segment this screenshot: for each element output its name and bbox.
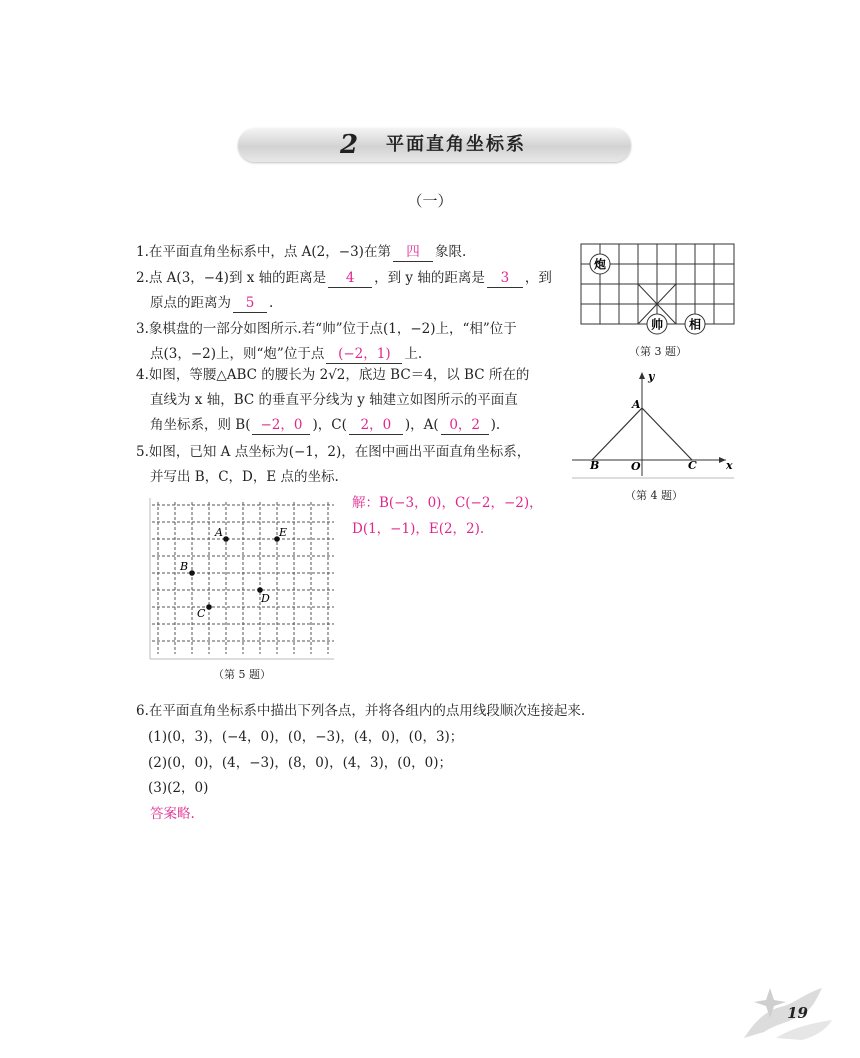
question-6-group-2: (2)(0，0)，(4，−3)，(8，0)，(4，3)，(0，0)；: [148, 755, 452, 771]
question-3-line-2: [150, 343, 422, 365]
section-title-banner: [238, 128, 631, 162]
q1-text-b: 象限.: [434, 244, 467, 260]
label-point-a: A: [215, 526, 223, 539]
q2-answer-1: 4: [328, 270, 372, 288]
subtitle: （一）: [407, 192, 453, 210]
label-point-c: C: [197, 607, 206, 620]
q4-answer-b: −2，0: [252, 417, 310, 435]
segment-ac: [642, 408, 692, 460]
label-point-b: B: [180, 560, 189, 573]
question-5-line-1: 5.如图，已知 A 点坐标为(−1，2)，在图中画出平面直角坐标系，: [136, 444, 531, 460]
q3-answer: (−2，1): [326, 346, 402, 364]
q3-text-c: 上.: [404, 346, 423, 362]
q2-answer-3: 5: [233, 295, 267, 313]
label-x: x: [726, 459, 733, 472]
piece-shuai: 帅: [650, 317, 664, 332]
point-b: [189, 570, 195, 576]
question-2-line-1: [136, 267, 552, 289]
q2-text-d: 原点的距离为: [150, 295, 231, 311]
q1-text-a: 1.在平面直角坐标系中，点 A(2，−3)在第: [136, 244, 391, 260]
q4-answer-a: 0，2: [441, 417, 489, 435]
question-6-group-1: (1)(0，3)，(−4，0)，(0，−3)，(4，0)，(0，3)；: [148, 729, 464, 745]
label-y: y: [648, 370, 655, 383]
question-4-line-3: [150, 414, 500, 436]
q3-text-b: 点(3，−2)上，则“炮”位于点: [150, 346, 325, 362]
q1-answer: 四: [393, 244, 433, 262]
label-c: C: [688, 459, 697, 472]
piece-pao: 炮: [593, 257, 607, 272]
figure-5-dashed-lines: [152, 502, 334, 654]
decoration-swirl-2: [776, 1020, 832, 1040]
q4-text-f: ).: [490, 417, 501, 433]
page-number: 19: [787, 1004, 808, 1022]
figure-4-triangle-axes: [570, 366, 736, 480]
segment-ab: [592, 408, 642, 460]
figure-3-caption: （第 3 题）: [629, 345, 687, 358]
question-3-line-1: 3.象棋盘的一部分如图所示.若“帅”位于点(1，−2)上，“相”位于: [136, 321, 517, 337]
q2-text-c: ，到: [524, 270, 552, 286]
q4-text-c: 角坐标系，则 B(: [150, 417, 251, 433]
section-title: 平面直角坐标系: [386, 134, 526, 155]
question-4-line-1: 4.如图，等腰△ABC 的腰长为 2√2，底边 BC＝4，以 BC 所在的: [136, 367, 530, 383]
q2-text-e: .: [269, 295, 274, 311]
q4-answer-c: 2，0: [349, 417, 403, 435]
figure-5-grid: [148, 494, 336, 662]
label-o: O: [631, 460, 641, 473]
figure-4-caption: （第 4 题）: [625, 489, 683, 502]
question-5-line-2: 并写出 B，C，D，E 点的坐标.: [150, 469, 339, 485]
q2-answer-2: 3: [487, 270, 523, 288]
label-point-d: D: [261, 592, 270, 605]
point-c: [206, 604, 212, 610]
figure-4-y-arrow: [639, 372, 645, 379]
q4-text-d: )，C(: [312, 417, 347, 433]
section-number: 2: [340, 130, 359, 160]
piece-xiang: 相: [688, 317, 702, 332]
label-b: B: [590, 459, 600, 472]
figure-3-chessboard: [578, 240, 738, 336]
question-2-line-2: [150, 292, 273, 314]
question-6-group-3: (3)(2，0): [148, 780, 209, 796]
label-a: A: [632, 398, 641, 411]
figure-4-x-arrow: [719, 457, 726, 463]
q2-text-a: 2.点 A(3，−4)到 x 轴的距离是: [136, 270, 327, 286]
q4-text-e: )，A(: [404, 417, 439, 433]
q2-text-b: ，到 y 轴的距离是: [374, 270, 485, 286]
question-1: [136, 241, 466, 263]
question-6-prompt: 6.在平面直角坐标系中描出下列各点，并将各组内的点用线段顺次连接起来.: [136, 703, 586, 719]
q5-solution-line-2: D(1，−1)，E(2，2).: [352, 521, 485, 537]
question-6-answer: 答案略.: [150, 806, 195, 822]
q5-solution-line-1: 解：B(−3，0)，C(−2，−2)，: [352, 495, 543, 511]
question-4-line-2: 直线为 x 轴，BC 的垂直平分线为 y 轴建立如图所示的平面直: [150, 392, 518, 408]
label-point-e: E: [279, 526, 288, 539]
figure-5-caption: （第 5 题）: [213, 668, 271, 681]
point-a: [223, 536, 229, 542]
